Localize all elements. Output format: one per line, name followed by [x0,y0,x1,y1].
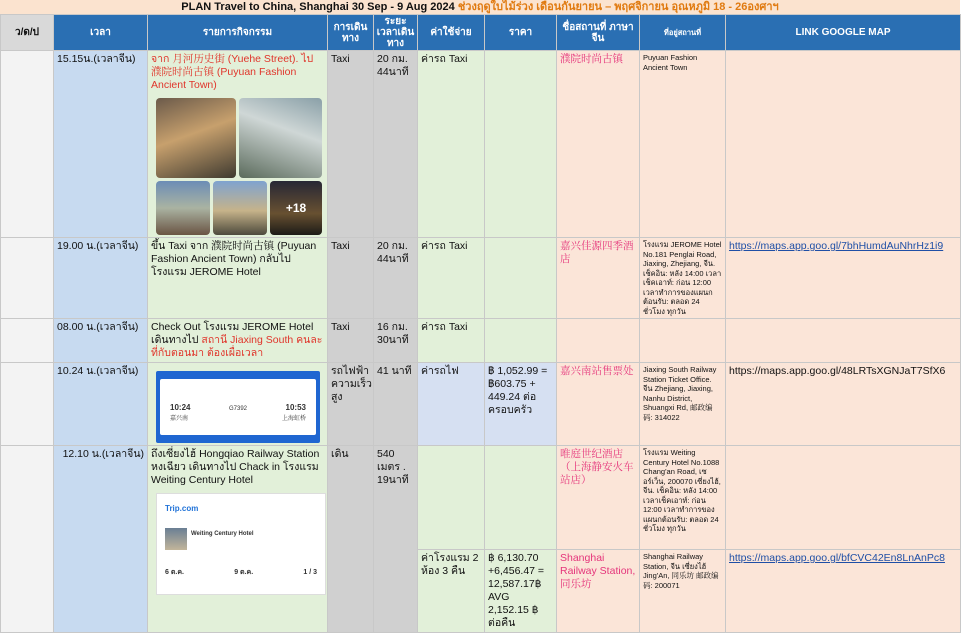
cell-address[interactable]: Puyuan Fashion Ancient Town [640,51,726,238]
cell-date[interactable] [1,51,54,238]
cell-cost[interactable]: ค่ารถไฟ [418,363,485,446]
cell-date[interactable] [1,363,54,446]
header-place-cn[interactable]: ชื่อสถานที่ ภาษาจีน [557,15,640,51]
cell-cost[interactable]: ค่ารถ Taxi [418,51,485,238]
google-map-link[interactable]: https://maps.app.goo.gl/7bhHumdAuNhrHz1i9 [729,240,944,252]
header-distance[interactable]: ระยะเวลาเดินทาง [374,15,418,51]
cell-date[interactable] [1,319,54,363]
cell-price[interactable]: ฿ 1,052.99 = ฿603.75 + 449.24 ต่อครอบครัว [485,363,557,446]
cell-address[interactable] [640,319,726,363]
title-sub: ช่วงฤดูใบไม้ร่วง เดือนกันยายน – พฤศจิกายน อุณหภูมิ 18 - 26องศาฯ [457,1,779,13]
header-link[interactable]: LINK GOOGLE MAP [726,15,961,51]
table-row [1,319,961,363]
table-row [1,363,961,446]
cell-price[interactable] [485,51,557,238]
cell-transport[interactable]: Taxi [328,319,374,363]
activity-note: สถานี Jiaxing South คนละที่กับตอนมา ต้องเผื่อเวลา [151,334,323,359]
cell-address[interactable]: โรงแรม JEROME Hotel No.181 Penglai Road, Jiaxing, Zhejiang, จีน. เช็คอิน: หลัง 14:00 เวลาเช็คเอาท์: ก่อน 12:00 เวลาทำการของแผนกต้อนรับ: ตลอด 24 ชั่วโมง ทุกวัน [640,238,726,319]
ticket-card [160,379,316,435]
cell-time[interactable]: 10.24 น.(เวลาจีน) [54,363,148,446]
photo-thumb [213,181,267,235]
cell-distance[interactable]: 540 เมตร . 19นาที [374,446,418,633]
cell-time[interactable]: 15.15น.(เวลาจีน) [54,51,148,238]
cell-address[interactable]: Jiaxing South Railway Station Ticket Office. จีน Zhejiang, Jiaxing, Nanhu District, Shuangxi Rd, 邮政编码: 314022 [640,363,726,446]
cell-transport[interactable]: เดิน [328,446,374,633]
cell-transport[interactable]: Taxi [328,238,374,319]
cell-link[interactable] [726,363,961,446]
cell-cost[interactable]: ค่ารถ Taxi [418,238,485,319]
cell-place-cn[interactable]: 嘉兴佳源四季酒店 [557,238,640,319]
header-address[interactable]: ที่อยู่สถานที่ [640,15,726,51]
ticket-depart-time: 10:24 [170,403,191,412]
cell-price[interactable] [485,238,557,319]
cell-activity[interactable] [148,363,328,446]
cell-link[interactable] [726,238,961,319]
cell-link[interactable] [726,446,961,550]
cell-activity[interactable] [148,319,328,363]
header-time[interactable]: เวลา [54,15,148,51]
cell-place-cn[interactable]: 嘉兴南站售票处 [557,363,640,446]
cell-price[interactable] [485,319,557,363]
checkin-date: 6 ต.ค. [165,569,184,576]
activity-text: ถึงเซี่ยงไฮ้ Hongqiao Railway Station หงเฉียว เดินทางไป Chack in โรงแรม Weiting Century Hotel [151,448,320,486]
cell-link[interactable] [726,319,961,363]
cell-transport[interactable]: Taxi [328,51,374,238]
photo-thumb [239,98,322,178]
activity-text: จาก 月河历史街 (Yuehe Street). ไป 濮院时尚古镇 (Puyuan Fashion Ancient Town) [151,53,314,91]
table-row [1,446,961,550]
cell-activity[interactable]: ขึ้น Taxi จาก 濮院时尚古镇 (Puyuan Fashion Ancient Town) กลับไปโรงแรม JEROME Hotel [148,238,328,319]
google-map-link[interactable]: https://maps.app.goo.gl/48LRTsXGNJaT7SfX6 [729,365,946,377]
cell-distance[interactable]: 41 นาที [374,363,418,446]
room-count: 1 / 3 [303,569,317,576]
table-row [1,238,961,319]
google-map-link[interactable]: https://maps.app.goo.gl/bfCVC42En8LnAnPc8 [729,552,945,564]
cell-place-cn[interactable]: 濮院时尚古镇 [557,51,640,238]
ticket-depart-station: 嘉兴南 [170,416,189,422]
cell-activity[interactable] [148,446,328,633]
cell-activity[interactable] [148,51,328,238]
ticket-arrive-station: 上海虹桥 [281,416,306,422]
cell-transport[interactable]: รถไฟฟ้าความเร็วสูง [328,363,374,446]
header-row [1,15,961,51]
header-date[interactable]: ว/ด/ป [1,15,54,51]
hotel-booking-image[interactable] [156,493,326,595]
trip-logo: Trip.com [165,504,199,513]
cell-time[interactable]: 08.00 น.(เวลาจีน) [54,319,148,363]
cell-address[interactable]: โรงแรม Weiting Century Hotel No.1088 Chang'an Road, เซอร์เว็น, 200070 เซี่ยงไฮ้, จีน. เช็คอิน: หลัง 14:00 เวลาเช็คเอาท์: ก่อน 12:00 เวลาทำการของแผนกต้อนรับ: ตลอด 24 ชั่วโมง ทุกวัน [640,446,726,550]
cell-date[interactable] [1,446,54,633]
cell-place-cn[interactable]: 唯庭世纪酒店（上海静安火车站店） [557,446,640,550]
cell-price[interactable] [485,446,557,550]
cell-place-cn[interactable] [557,319,640,363]
header-price[interactable]: ราคา [485,15,557,51]
booking-dates [165,566,317,579]
hotel-thumb [165,528,187,550]
checkout-date: 9 ต.ค. [234,569,254,576]
ticket-arrive-time: 10:53 [285,403,306,412]
cell-link[interactable] [726,550,961,633]
table-row [1,51,961,238]
cell-place-cn[interactable]: Shanghai Railway Station, 同乐坊 [557,550,640,633]
cell-cost[interactable]: ค่าโรงแรม 2 ห้อง 3 คืน [418,550,485,633]
cell-link[interactable] [726,51,961,238]
cell-date[interactable] [1,238,54,319]
cell-time[interactable]: 19.00 น.(เวลาจีน) [54,238,148,319]
ticket-train-number: G7392 [228,406,247,412]
activity-text: Check Out โรงแรม JEROME Hotel เดินทางไป [151,321,314,346]
photo-collage[interactable] [156,98,322,235]
cell-price[interactable]: ฿ 6,130.70 +6,456.47 = 12,587.17฿ AVG 2,152.15 ฿ ต่อคืน [485,550,557,633]
plan-table [0,14,961,633]
header-transport[interactable]: การเดินทาง [328,15,374,51]
photo-thumb [156,181,210,235]
title-main: PLAN Travel to China, Shanghai 30 Sep - 9 Aug 2024 [181,1,455,13]
header-cost[interactable]: ค่าใช้จ่าย [418,15,485,51]
cell-address[interactable]: Shanghai Railway Station, จีน เซี่ยงไฮ้ Jing'An, 同乐坊 邮政编码: 200071 [640,550,726,633]
train-ticket-image[interactable] [156,371,320,443]
sheet-title [0,0,960,14]
header-activity[interactable]: รายการกิจกรรม [148,15,328,51]
photo-thumb [156,98,236,178]
hotel-name: Weiting Century Hotel [191,531,254,537]
cell-distance[interactable]: 16 กม. 30นาที [374,319,418,363]
ticket-stations [170,413,306,426]
cell-time[interactable]: 12.10 น.(เวลาจีน) [54,446,148,633]
cell-distance[interactable]: 20 กม. 44นาที [374,238,418,319]
cell-cost[interactable]: ค่ารถ Taxi [418,319,485,363]
cell-cost[interactable] [418,446,485,550]
photo-more-count: +18 [270,181,322,235]
cell-distance[interactable]: 20 กม. 44นาที [374,51,418,238]
